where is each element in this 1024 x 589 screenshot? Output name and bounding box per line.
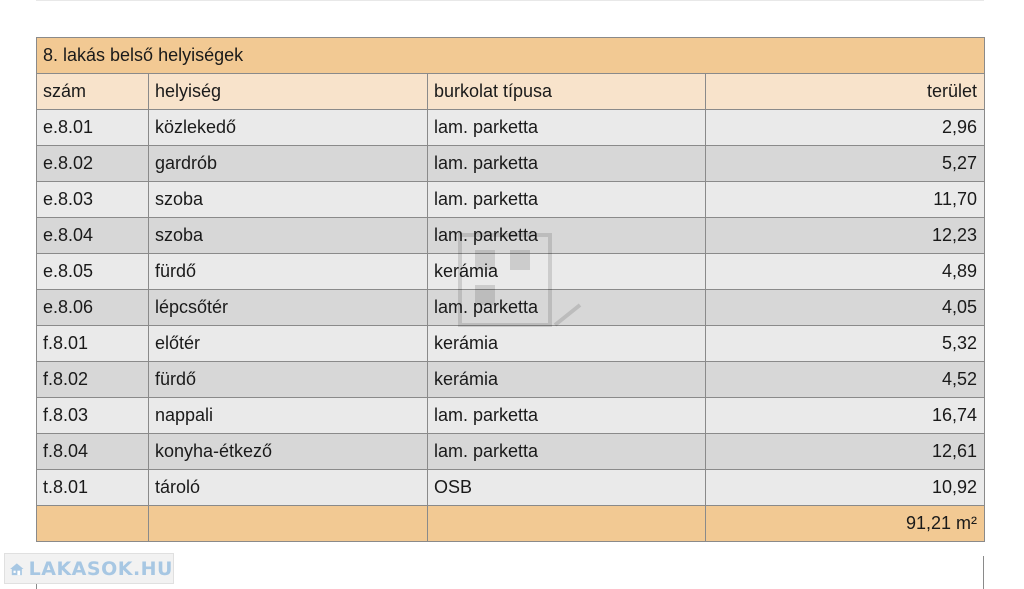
- total-empty-cell: [149, 506, 428, 542]
- cell-helyiseg: fürdő: [149, 254, 428, 290]
- total-empty-cell: [428, 506, 706, 542]
- cell-szam: f.8.04: [37, 434, 149, 470]
- cell-szam: e.8.01: [37, 110, 149, 146]
- house-icon: [9, 557, 25, 581]
- cell-helyiseg: lépcsőtér: [149, 290, 428, 326]
- cell-helyiseg: előtér: [149, 326, 428, 362]
- cell-terulet: 12,23: [706, 218, 985, 254]
- cell-burkolat: OSB: [428, 470, 706, 506]
- header-helyiseg: helyiség: [149, 74, 428, 110]
- table-row: [37, 110, 985, 146]
- cell-terulet: 4,05: [706, 290, 985, 326]
- cell-terulet: 11,70: [706, 182, 985, 218]
- cell-helyiseg: közlekedő: [149, 110, 428, 146]
- cell-burkolat: lam. parketta: [428, 290, 706, 326]
- cell-helyiseg: konyha-étkező: [149, 434, 428, 470]
- cell-helyiseg: gardrób: [149, 146, 428, 182]
- cell-terulet: 2,96: [706, 110, 985, 146]
- cell-szam: f.8.03: [37, 398, 149, 434]
- cell-burkolat: lam. parketta: [428, 110, 706, 146]
- cell-szam: f.8.02: [37, 362, 149, 398]
- cell-burkolat: lam. parketta: [428, 146, 706, 182]
- table-row: [37, 182, 985, 218]
- table-row: [37, 398, 985, 434]
- cell-szam: e.8.03: [37, 182, 149, 218]
- header-burkolat: burkolat típusa: [428, 74, 706, 110]
- cell-burkolat: lam. parketta: [428, 182, 706, 218]
- cell-szam: f.8.01: [37, 326, 149, 362]
- cell-terulet: 16,74: [706, 398, 985, 434]
- cell-burkolat: kerámia: [428, 362, 706, 398]
- table-row: [37, 362, 985, 398]
- top-rule: [36, 0, 984, 1]
- total-empty-cell: [37, 506, 149, 542]
- cell-helyiseg: fürdő: [149, 362, 428, 398]
- logo-text: LAKASOK.HU: [28, 557, 173, 580]
- cell-burkolat: lam. parketta: [428, 398, 706, 434]
- cell-helyiseg: tároló: [149, 470, 428, 506]
- cell-szam: t.8.01: [37, 470, 149, 506]
- cell-terulet: 5,27: [706, 146, 985, 182]
- table-row: [37, 434, 985, 470]
- cell-szam: e.8.04: [37, 218, 149, 254]
- cell-burkolat: kerámia: [428, 254, 706, 290]
- cell-helyiseg: szoba: [149, 218, 428, 254]
- table-total-row: [37, 506, 985, 542]
- site-logo[interactable]: [4, 553, 174, 584]
- cell-burkolat: kerámia: [428, 326, 706, 362]
- cell-terulet: 10,92: [706, 470, 985, 506]
- cell-terulet: 4,89: [706, 254, 985, 290]
- total-area: 91,21 m²: [706, 506, 985, 542]
- header-terulet: terület: [706, 74, 985, 110]
- cell-helyiseg: nappali: [149, 398, 428, 434]
- cell-terulet: 4,52: [706, 362, 985, 398]
- watermark-building-icon: [450, 225, 590, 340]
- table-edge-right: [983, 556, 984, 589]
- table-title: 8. lakás belső helyiségek: [37, 38, 985, 74]
- table-row: [37, 470, 985, 506]
- table-row: [37, 146, 985, 182]
- cell-terulet: 5,32: [706, 326, 985, 362]
- cell-szam: e.8.05: [37, 254, 149, 290]
- header-szam: szám: [37, 74, 149, 110]
- cell-terulet: 12,61: [706, 434, 985, 470]
- cell-burkolat: lam. parketta: [428, 218, 706, 254]
- cell-helyiseg: szoba: [149, 182, 428, 218]
- table-header-row: [37, 74, 985, 110]
- cell-szam: e.8.06: [37, 290, 149, 326]
- cell-burkolat: lam. parketta: [428, 434, 706, 470]
- cell-szam: e.8.02: [37, 146, 149, 182]
- table-title-row: [37, 38, 985, 74]
